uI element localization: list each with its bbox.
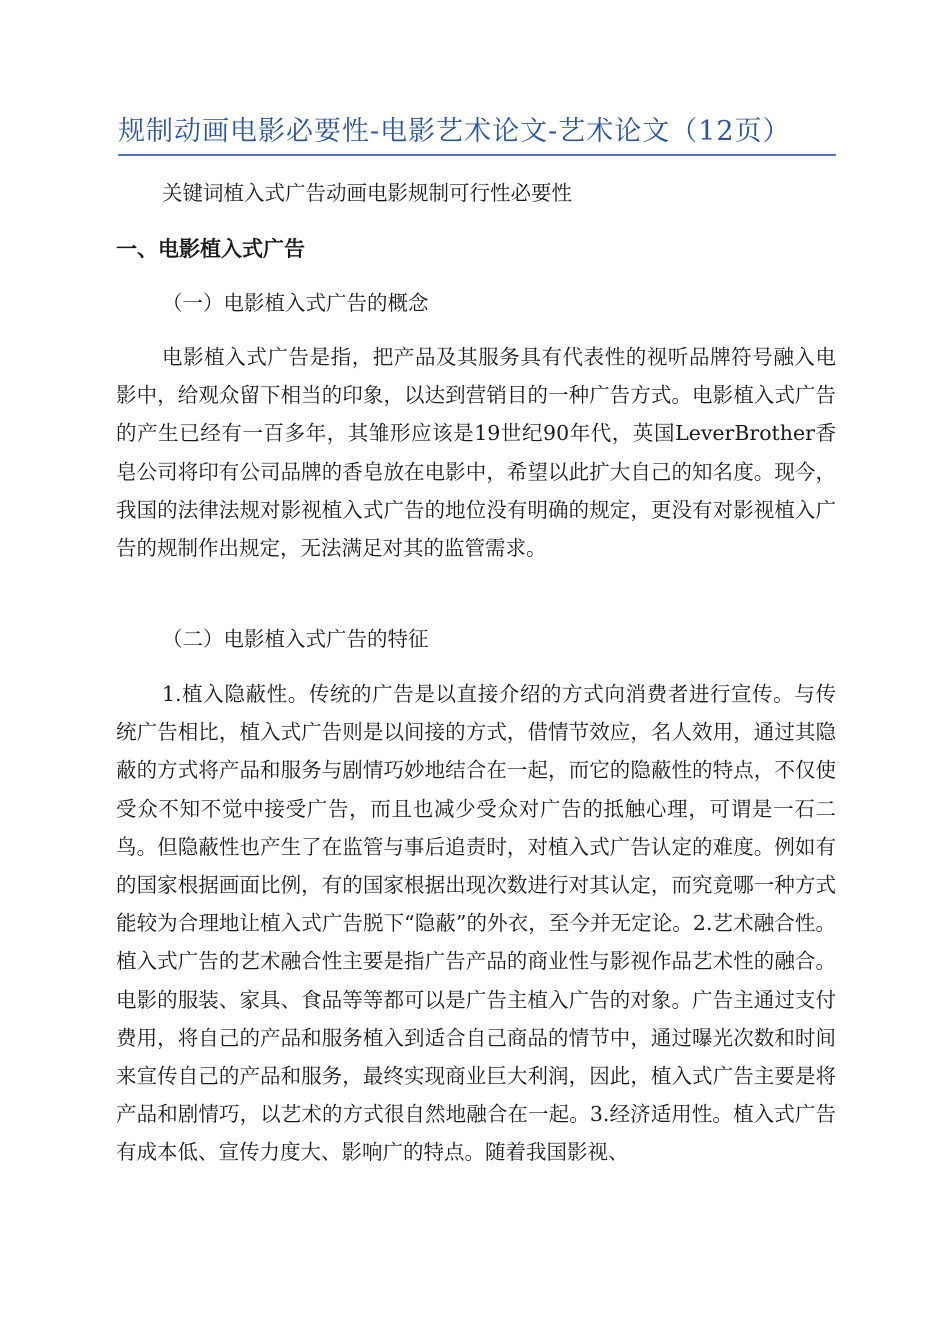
- document-title: 规制动画电影必要性-电影艺术论文-艺术论文（12页）: [118, 116, 791, 147]
- keywords-line: 关键词植入式广告动画电影规制可行性必要性: [162, 181, 572, 205]
- subsection-heading-concept: （一）电影植入式广告的概念: [162, 291, 429, 315]
- paragraph-concept: 电影植入式广告是指，把产品及其服务具有代表性的视听品牌符号融入电影中，给观众留下相当的印象，以达到营销目的一种广告方式。电影植入式广告的产生已经有一百多年，其雏形应该是19世纪90年代，英国LeverBrother香皂公司将印有公司品牌的香皂放在电影中，希望以此扩大自己的知名度。现今，我国的法律法规对影视植入式广告的地位没有明确的规定，更没有对影视植入广告的规制作出规定，无法满足对其的监管需求。: [116, 345, 836, 561]
- paragraph-features: 1.植入隐蔽性。传统的广告是以直接介绍的方式向消费者进行宣传。与传统广告相比，植入式广告则是以间接的方式，借情节效应，名人效用，通过其隐蔽的方式将产品和服务与剧情巧妙地结合在一起，而它的隐蔽性的特点，不仅使受众不知不觉中接受广告，而且也减少受众对广告的抵触心理，可谓是一石二鸟。但隐蔽性也产生了在监管与事后追责时，对植入式广告认定的难度。例如有的国家根据画面比例，有的国家根据出现次数进行对其认定，而究竟哪一种方式能较为合理地让植入式广告脱下“隐蔽”的外衣，至今并无定论。2.艺术融合性。植入式广告的艺术融合性主要是指广告产品的商业性与影视作品艺术性的融合。电影的服装、家具、食品等等都可以是广告主植入广告的对象。广告主通过支付费用，将自己的产品和服务植入到适合自己商品的情节中，通过曝光次数和时间来宣传自己的产品和服务，最终实现商业巨大利润，因此，植入式广告主要是将产品和剧情巧，以艺术的方式很自然地融合在一起。3.经济适用性。植入式广告有成本低、宣传力度大、影响广的特点。随着我国影视、: [116, 682, 836, 1165]
- subsection-heading-features: （二）电影植入式广告的特征: [162, 627, 429, 651]
- section-heading: 一、电影植入式广告: [116, 237, 305, 261]
- title-underline: [118, 154, 836, 156]
